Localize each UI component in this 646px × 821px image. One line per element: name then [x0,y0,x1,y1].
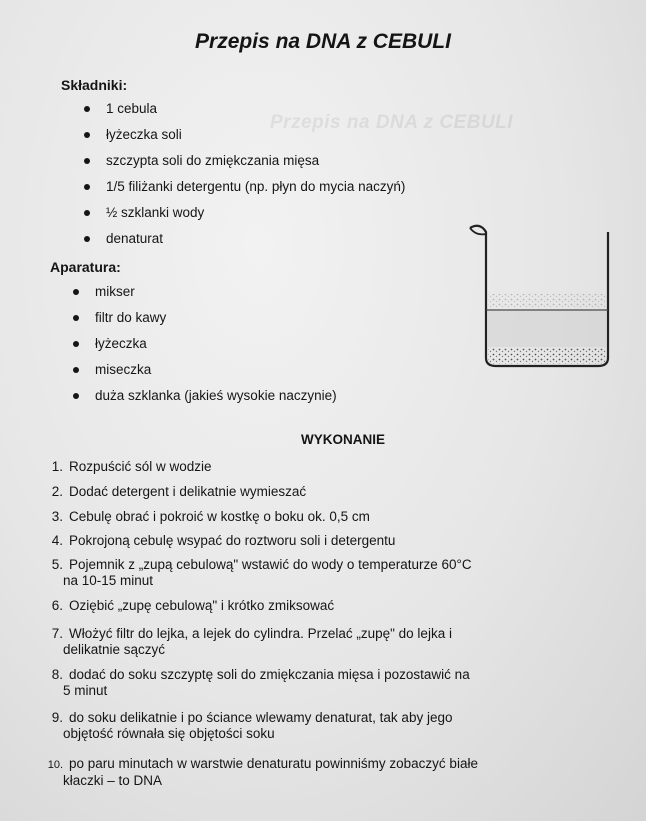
apparatus-item: miseczka [95,361,337,387]
ingredient-item: szczypta soli do zmiękczania mięsa [106,152,405,178]
apparatus-item: duża szklanka (jakieś wysokie naczynie) [95,387,337,413]
step-4 [36,533,626,549]
apparatus-item: filtr do kawy [95,309,337,335]
step-text: dodać do soku szczyptę soli do zmiękczania mięsa i pozostawić na [69,667,470,682]
step-text: Pojemnik z „zupą cebulową" wstawić do wody o temperaturze 60°C [69,557,472,572]
step-number: 3. [51,509,63,524]
step-text-continued: delikatnie sączyć [63,642,166,657]
step-text-continued: 5 minut [63,683,108,698]
step-text: po paru minutach w warstwie denaturatu powinniśmy zobaczyć białe [69,756,478,771]
ingredient-item: 1 cebula [106,100,405,126]
apparatus-item: mikser [95,283,337,309]
step-3 [36,509,626,525]
step-number: 10. [47,759,63,771]
ingredient-item: denaturat [106,230,405,256]
step-number: 4. [51,533,63,548]
step-number: 7. [51,626,63,641]
step-10 [36,756,626,789]
step-text: Pokrojoną cebulę wsypać do roztworu soli i detergentu [69,533,396,548]
step-text: Dodać detergent i delikatnie wymieszać [69,484,307,499]
step-7 [36,626,626,658]
step-number: 6. [51,598,63,613]
step-number: 5. [51,557,63,572]
apparatus-list [95,283,337,413]
step-text: Oziębić „zupę cebulową" i krótko zmiksować [69,598,335,613]
step-5 [36,557,626,589]
step-number: 9. [51,710,63,725]
apparatus-item: łyżeczka [95,335,337,361]
step-text-continued: na 10-15 minut [63,573,154,588]
step-text-continued: objętość równała się objętości soku [63,726,275,741]
ingredient-item: łyżeczka soli [106,126,405,152]
step-number: 1. [51,459,63,474]
beaker-illustration [462,218,612,370]
step-8 [36,667,626,699]
step-6 [36,598,626,614]
step-text-continued: kłaczki – to DNA [63,773,163,788]
ingredients-heading: Składniki: [61,77,128,93]
page-title: Przepis na DNA z CEBULI [195,30,451,53]
ingredient-item: ½ szklanki wody [106,204,405,230]
step-9 [36,710,626,742]
ingredients-list [106,100,405,256]
step-2 [36,484,626,500]
apparatus-heading: Aparatura: [50,259,121,275]
step-text: Cebulę obrać i pokroić w kostkę o boku ok. 0,5 cm [69,509,370,524]
ingredient-item: 1/5 filiżanki detergentu (np. płyn do mycia naczyń) [106,178,405,204]
step-number: 8. [51,667,63,682]
bleed-through-text: Przepis na DNA z CEBULI [270,112,514,133]
step-text: Rozpuścić sól w wodzie [69,459,212,474]
procedure-heading: WYKONANIE [301,432,385,447]
step-number: 2. [51,484,63,499]
step-text: do soku delikatnie i po ściance wlewamy denaturat, tak aby jego [69,710,453,725]
step-1 [36,459,626,475]
step-text: Włożyć filtr do lejka, a lejek do cylindra. Przelać „zupę" do lejka i [69,626,452,641]
